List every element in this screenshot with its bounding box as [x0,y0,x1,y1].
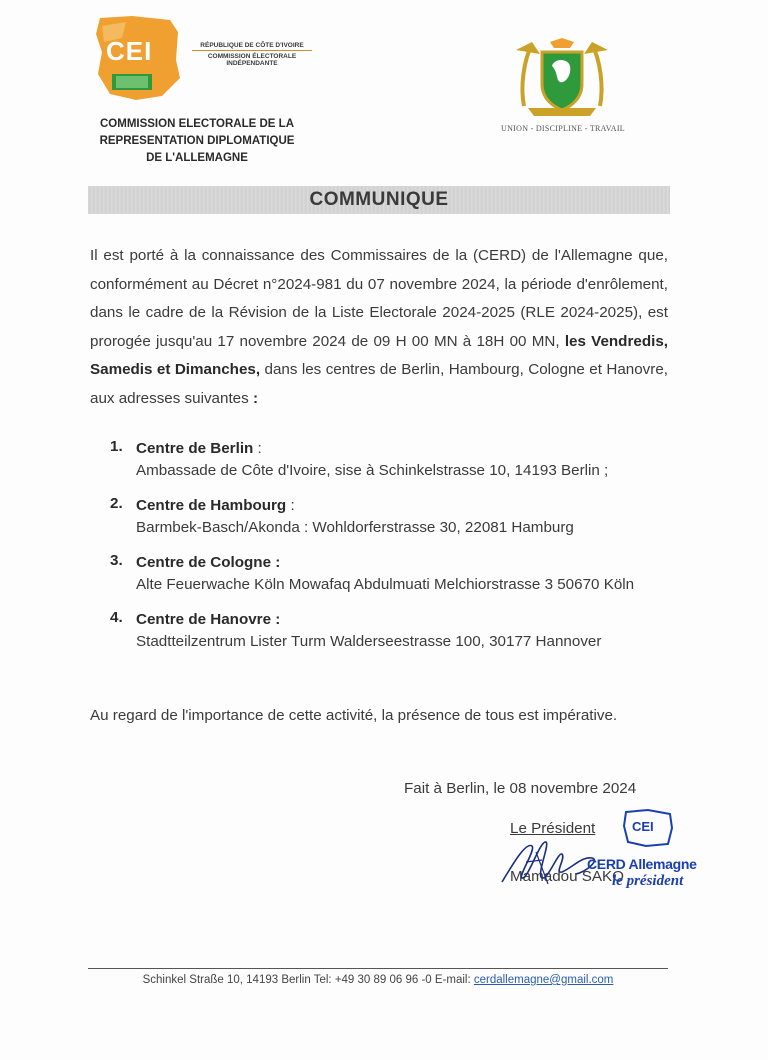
centre-name: Centre de Hambourg [136,497,287,514]
stamp-subtext: le président [612,873,684,889]
republic-name: RÉPUBLIQUE DE CÔTE D'IVOIRE [192,42,312,51]
commission-title [92,116,302,167]
commission-small-1: COMMISSION ÉLECTORALE [207,53,297,60]
commission-title-line-3: DE L'ALLEMAGNE [146,152,248,164]
coat-of-arms-icon [510,36,614,118]
centre-address: Ambassade de Côte d'Ivoire, sise à Schinkelstrasse 10, 14193 Berlin ; [136,462,609,479]
title-band [88,186,670,214]
intro-text-1: Il est porté à la connaissance des Commissaires de la (CERD) de l'Allemagne que, conformément au Décret n°2024-981 du 07 novembre 2024, la période d'enrôlement, dans le cadre de la Révision de la Liste Electorale 2024-2025 (RLE 2024-2025), est prorogée jusqu'au 17 novembre 2024 de 09 H 00 MN à 18H 00 MN, [90,247,668,350]
commission-title-line-2: REPRESENTATION DIPLOMATIQUE [99,135,295,147]
list-item-number: 3. [110,552,123,569]
signer-role: Le Président [510,820,596,837]
centre-separator: : [286,497,295,514]
list-item [110,552,670,595]
list-item-number: 2. [110,495,123,512]
intro-text-2: dans les centres de Berlin, Hambourg, Cologne et Hanovre, aux adresses suivantes [90,361,668,407]
cei-logo [92,12,184,102]
stamp-logo [622,808,674,848]
place-date: Fait à Berlin, le 08 novembre 2024 [404,780,637,797]
centre-address: Barmbek-Basch/Akonda : Wohldorferstrasse 30, 22081 Hamburg [136,519,574,536]
cei-logo-text: CEI [106,36,153,66]
document-title: COMMUNIQUE [309,189,449,210]
intro-paragraph [90,242,668,413]
centre-address: Alte Feuerwache Köln Mowafaq Abdulmuati Melchiorstrasse 3 50670 Köln [136,576,635,593]
centre-name: Centre de Berlin [136,440,254,457]
centre-address: Stadtteilzentrum Lister Turm Walderseestrasse 100, 30177 Hannover [136,633,602,650]
signer-name: Mamadou SAKO [510,868,624,885]
commission-small-2: INDÉPENDANTE [226,60,278,67]
list-item [110,609,670,652]
republic-block [192,42,312,67]
footer-divider [88,968,668,969]
centres-list [110,438,670,666]
centre-name: Centre de Hanovre : [136,611,281,628]
intro-colon: : [252,389,258,407]
stamp-text: CERD Allemagne [587,856,697,872]
list-item [110,495,670,538]
list-item-number: 4. [110,609,123,626]
stamp-logo-text: CEI [632,819,654,834]
list-item [110,438,670,481]
centre-name: Centre de Cologne : [136,554,281,571]
national-motto: UNION - DISCIPLINE - TRAVAIL [501,124,625,133]
closing-paragraph: Au regard de l'importance de cette activité, la présence de tous est impérative. [90,707,618,724]
footer [88,974,668,986]
footer-address: Schinkel Straße 10, 14193 Berlin Tel: +49 30 89 06 96 -0 E-mail: [142,974,474,986]
intro-text-bold: les Vendredis, Samedis et Dimanches, [90,332,668,378]
centre-separator: : [253,440,262,457]
commission-title-line-1: COMMISSION ELECTORALE DE LA [99,118,295,130]
list-item-number: 1. [110,438,123,455]
footer-email-link[interactable]: cerdallemagne@gmail.com [473,974,614,986]
